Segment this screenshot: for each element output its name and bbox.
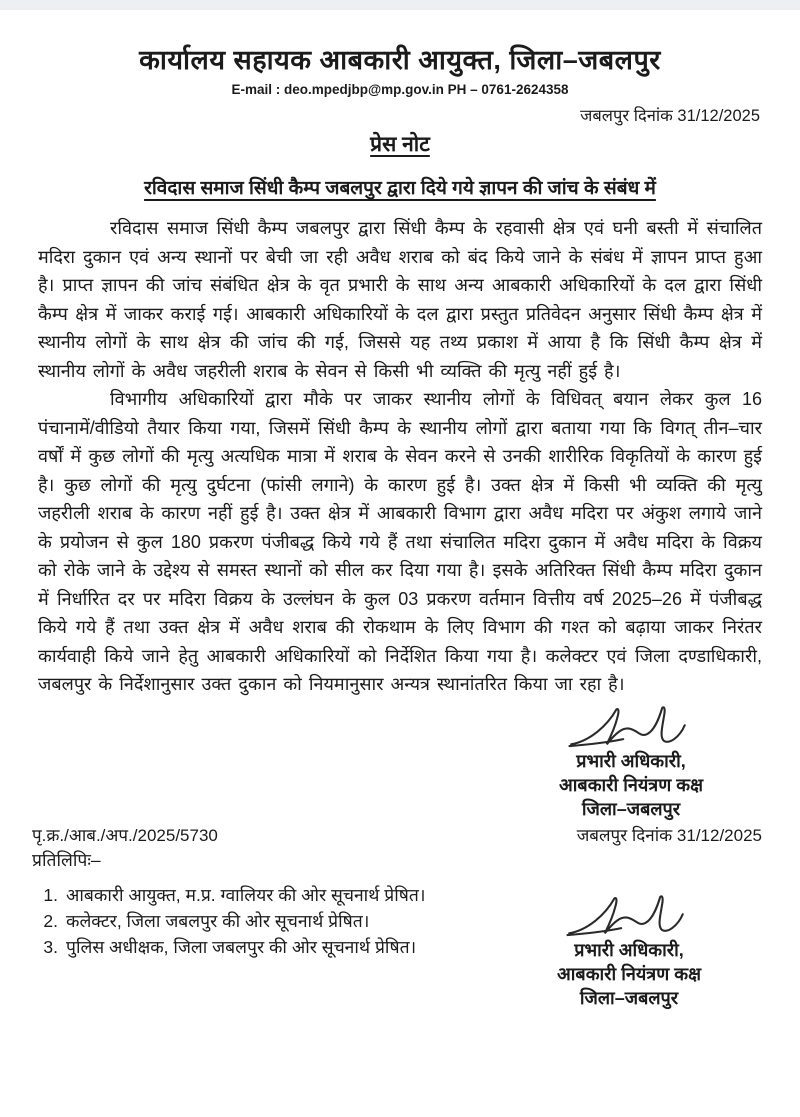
signatory-designation: प्रभारी अधिकारी, xyxy=(576,750,686,771)
copy-number: 1. xyxy=(43,884,58,905)
copy-number: 2. xyxy=(43,910,58,931)
paragraph-2: विभागीय अधिकारियों द्वारा मौके पर जाकर स्थानीय लोगों के विधिवत् बयान लेकर कुल 16 पंचानामें/वीडियो तैयार किया गया, जिसमें सिंधी कैम्प के स्थानीय लोगों द्वारा बताया गया कि विगत् तीन–चार वर्षों में कुछ लोगों की मृत्यु अत्यधिक मात्रा में शराब के सेवन करने से उनकी शारीरिक विकृतियों के कारण हुई है। कुछ लोगों की मृत्यु दुर्घटना (फांसी लगाने) के कारण हुई है। उक्त क्षेत्र में किसी भी व्यक्ति की मृत्यु जहरीली शराब के कारण नहीं हुई है। उक्त क्षेत्र में आबकारी विभाग द्वारा अवैध मदिरा पर अंकुश लगाये जाने के प्रयोजन से कुल 180 प्रकरण पंजीबद्ध किये गये हैं तथा संचालित मदिरा दुकान में अवैध मदिरा के विक्रय को रोके जाने के उद्देश्य से समस्त स्थानों को सील कर दिया गया है। इसके अतिरिक्त सिंधी कैम्प मदिरा दुकान में निर्धारित दर पर मदिरा विक्रय के उल्लंघन के कुल 03 प्रकरण वर्तमान वित्तीय वर्ष 2025–26 में पंजीबद्ध किये गये हैं तथा उक्त क्षेत्र में अवैध शराब की रोकथाम के लिए विभाग की गश्त को बढ़ाया जाकर निरंतर कार्यवाही किये जाने हेतु आबकारी अधिकारियों को निर्देशित किया गया है। कलेक्टर एवं जिला दण्डाधिकारी, जबलपुर के निर्देशानुसार उक्त दुकान को नियमानुसार अन्यत्र स्थानांतरित किया जा रहा है। xyxy=(38,389,762,694)
contact-line: E-mail : deo.mpedjbp@mp.gov.in PH – 0761-2624358 xyxy=(231,82,569,97)
paragraph-1: रविदास समाज सिंधी कैम्प जबलपुर द्वारा सिंधी कैम्प के रहवासी क्षेत्र एवं घनी बस्ती में संचालित मदिरा दुकान एवं अन्य स्थानों पर बेची जा रही अवैध शराब को बंद किये जाने के संबंध में ज्ञापन प्राप्त हुआ है। प्राप्त ज्ञापन की जांच संबंधित क्षेत्र के वृत प्रभारी के साथ अन्य आबकारी अधिकारियों के दल द्वारा सिंधी कैम्प क्षेत्र में जाकर कराई गई। आबकारी अधिकारियों के दल द्वारा प्रस्तुत प्रतिवेदन अनुसार सिंधी कैम्प क्षेत्र में स्थानीय लोगों के साथ क्षेत्र की जांच की गई, जिससे यह तथ्य प्रकाश में आया है कि सिंधी कैम्प क्षेत्र में स्थानीय लोगों के अवैध जहरीली शराब के सेवन से किसी भी व्यक्ति की मृत्यु नहीं हुई है। xyxy=(38,218,762,381)
copy-text: पुलिस अधीक्षक, जिला जबलपुर की ओर सूचनार्थ प्रेषित। xyxy=(66,936,417,957)
copies-label: प्रतिलिपिः– xyxy=(32,849,101,870)
copy-number: 3. xyxy=(43,936,58,957)
copy-item xyxy=(32,908,425,934)
document-header xyxy=(0,40,800,200)
signature-icon xyxy=(554,890,704,942)
signatory-office: आबकारी नियंत्रण कक्ष xyxy=(557,963,701,984)
footer-place-date: जबलपुर दिनांक 31/12/2025 xyxy=(576,825,762,845)
signatory-office: आबकारी नियंत्रण कक्ष xyxy=(559,774,703,795)
doc-type-heading: प्रेस नोट xyxy=(370,133,430,156)
subject-line: रविदास समाज सिंधी कैम्प जबलपुर द्वारा दिये गये ज्ञापन की जांच के संबंध में xyxy=(144,178,656,199)
office-title: कार्यालय सहायक आबकारी आयुक्त, जिला–जबलपुर xyxy=(139,45,661,75)
scan-edge-strip xyxy=(0,0,800,10)
copy-item xyxy=(32,934,425,960)
issue-date: जबलपुर दिनांक 31/12/2025 xyxy=(580,107,760,125)
signature-block-primary xyxy=(496,701,766,821)
copies-list xyxy=(32,882,425,1010)
signatory-district: जिला–जबलपुर xyxy=(579,987,679,1008)
copy-text: आबकारी आयुक्त, म.प्र. ग्वालियर की ओर सूचनार्थ प्रेषित। xyxy=(66,884,426,905)
copy-item xyxy=(32,882,425,908)
signature-icon xyxy=(556,701,706,753)
signature-block-secondary xyxy=(494,890,764,1010)
document-body xyxy=(38,214,762,699)
copy-text: कलेक्टर, जिला जबलपुर की ओर सूचनार्थ प्रेषित। xyxy=(66,910,370,931)
signatory-district: जिला–जबलपुर xyxy=(581,798,681,819)
signatory-designation: प्रभारी अधिकारी, xyxy=(574,939,684,960)
ref-number: पृ.क्र./आब./अप./2025/5730 xyxy=(32,825,218,845)
